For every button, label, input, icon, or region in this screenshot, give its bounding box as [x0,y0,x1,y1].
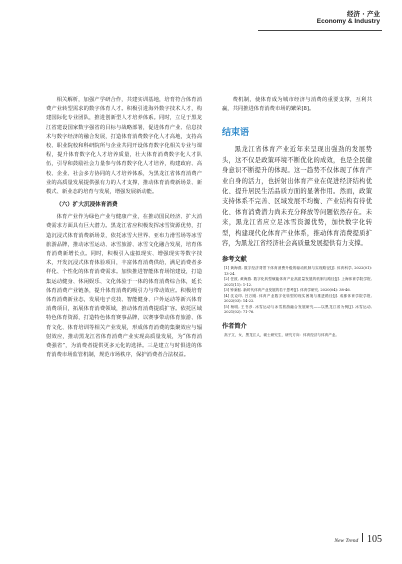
header-rule [258,30,382,31]
reference-item: [1] 黄海燕. 数字经济背景下体育消费升级的驱动机制与实现路径[J]. 体育科学, 2022(01): 13-24. [224,266,372,276]
reference-item: [3] 钟秉枢. 新时代体育产业发展的若干思考[J]. 体育学研究, 2020(04): 38-46. [224,288,351,293]
page-header [317,10,380,26]
conclusion-block [222,145,372,249]
magazine-name: New Trend [334,538,359,544]
page-number: 105 [367,534,382,545]
reference-item: [4] 沈克印, 吕万刚. 体育产业数字化转型的现实困境与推进路径[J]. 成都体育学院学报, 2022(03): 14-22. [224,293,372,304]
reference-item: [5] 杨明, 王书彦. 冰雪运动与冰雪旅游融合发展研究——以黑龙江省为例[J]. 冰雪运动, 2021(02): 71-76. [224,304,372,315]
left-column [46,96,202,360]
body-paragraph: 体育产业作为绿色产业与健康产业，在推动国民经济、扩大消费需求方面具有巨大潜力。黑龙江省应积极发挥冰雪资源优势，打造沉浸式体育消费新场景，依托冰雪大世界、亚布力滑雪场等冰雪旅游品牌，推动冰雪运动、冰雪旅游、冰雪文化融合发展，培育体育消费新增长点。同时，积极引入虚拟现实、增强现实等数字技术，开发沉浸式体育体验项目，丰富体育消费供给，满足消费者多样化、个性化的体育消费需求。加快推进智能体育场馆建设，打造集运动健身、休闲娱乐、文化体验于一体的体育消费综合体，延长体育消费产业链条，提升体育消费的吸引力与带动效应。积极培育体育消费新业态，发展电子竞技、智能健身、户外运动等新兴体育消费项目，拓展体育消费领域，推动体育消费提质扩容。依托区域特色体育资源，打造特色体育赛事品牌，以赛事带动体育旅游、体育文化、体育培训等相关产业发展，形成体育消费的集聚效应与辐射效应，推动黑龙江省体育消费产业实现高质量发展，为“体育消费强省”，为消费者提供更多元化的选择。三是建立与时俱进的体育消费市场监管机制，规范市场秩序，保护消费者合法权益。 [46,214,202,359]
author-heading: 作者简介 [222,322,247,330]
references-heading: 参考文献 [222,256,247,264]
conclusion-heading: 结束语 [222,128,250,139]
subsection-heading: （六）扩大沉浸体育消费 [56,202,118,209]
section-title-cn: 经济 · 产业 [347,10,380,18]
body-paragraph: 费机制，使体育成为城市经济与消费的重要支撑，互利共赢，共同推进体育消费市场的繁荣[8]。 [222,97,372,113]
section-title-en: Economy & Industry [316,18,380,25]
right-column [222,96,372,338]
footer-separator [362,533,363,542]
page-footer [334,533,382,545]
author-bio: 高子文，女，黑龙江人，硕士研究生，研究方向：体育经济与体育产业。 [224,332,339,337]
body-paragraph: 相关解析，加强产学研合作，共建实训基地，培育符合体育消费产业转型需求的数字体育人才。积极引进海外数字技术人才，构建国际化专业团队，推进创新型人才培养体系。同时，立足于黑龙江省建设国家数字强省的目标与战略部署，促进体育产业、信息技术与数字经济的融合发展，打造体育消费数字化人才高地，支持高校、职业院校和科研院所与企业共同开设体育数字化相关专业与课程，提升体育数字化人才培养质量，壮大体育消费数字化人才队伍，引导和鼓励社会力量参与体育数字化人才培养，构建政府、高校、企业、社会多方协同的人才培养体系，为黑龙江省体育消费产业的高质量发展提供强有力的人才支撑，推动体育消费新场景、新模式、新业态的培育与发展，增强发展新动能。 [46,97,202,196]
reference-item: [2] 任波, 黄海燕. 数字化转型赋能体育产业高质量发展的机制与路径[J]. 上海体育学院学报, 2021(11): 1-12. [224,277,372,287]
conclusion-paragraph: 黑龙江省体育产业近年来呈现出强劲的发展势头，这不仅是政策环境不断优化的成效，也是全民健身意识不断提升的体现。这一趋势不仅体现了体育产业自身的活力，也折射出体育产业在促进经济结构优化、提升居民生活品质方面的显著作用。然而，政策支持体系不完善、区域发展不均衡、产业结构有待优化、体育消费潜力尚未充分释放等问题依然存在。未来，黑龙江省应立足冰雪资源优势，加快数字化转型，构建现代化体育产业体系，推动体育消费提质扩容，为黑龙江省经济社会高质量发展提供有力支撑。 [222,146,372,248]
